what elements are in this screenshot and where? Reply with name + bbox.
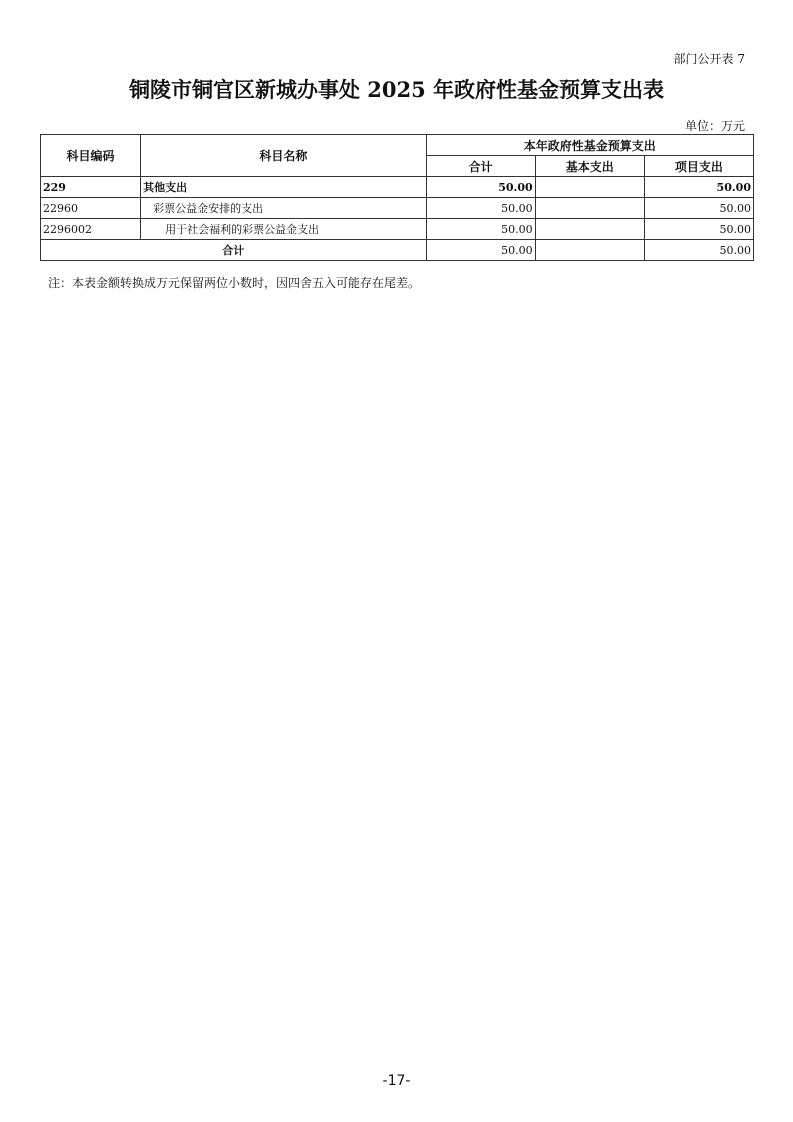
page-number: -17- bbox=[382, 1073, 411, 1089]
table-row bbox=[41, 219, 754, 240]
footnote: 注：本表金额转换成万元保留两位小数时，因四舍五入可能存在尾差。 bbox=[48, 276, 421, 290]
row-project: 50.00 bbox=[644, 219, 753, 240]
header-total: 合计 bbox=[426, 156, 535, 177]
row-code: 22960 bbox=[41, 198, 141, 219]
unit-label: 单位：万元 bbox=[684, 119, 745, 133]
row-project: 50.00 bbox=[644, 177, 753, 198]
row-total: 50.00 bbox=[426, 198, 535, 219]
row-total: 50.00 bbox=[426, 177, 535, 198]
page-title: 铜陵市铜官区新城办事处 2025 年政府性基金预算支出表 bbox=[128, 77, 665, 102]
row-basic bbox=[535, 198, 644, 219]
row-basic bbox=[535, 177, 644, 198]
header-basic: 基本支出 bbox=[535, 156, 644, 177]
budget-table bbox=[40, 134, 754, 261]
document-label: 部门公开表 7 bbox=[673, 52, 745, 66]
row-name: 用于社会福利的彩票公益金支出 bbox=[141, 219, 426, 240]
header-project: 项目支出 bbox=[644, 156, 753, 177]
table-row bbox=[41, 198, 754, 219]
total-project: 50.00 bbox=[644, 240, 753, 261]
header-code: 科目编码 bbox=[41, 135, 141, 177]
row-total: 50.00 bbox=[426, 219, 535, 240]
row-code: 229 bbox=[41, 177, 141, 198]
total-total: 50.00 bbox=[426, 240, 535, 261]
total-basic bbox=[535, 240, 644, 261]
row-basic bbox=[535, 219, 644, 240]
row-code: 2296002 bbox=[41, 219, 141, 240]
total-row bbox=[41, 240, 754, 261]
table-row bbox=[41, 177, 754, 198]
header-group: 本年政府性基金预算支出 bbox=[426, 135, 753, 156]
row-name: 其他支出 bbox=[141, 177, 426, 198]
row-project: 50.00 bbox=[644, 198, 753, 219]
total-label: 合计 bbox=[41, 240, 427, 261]
header-name: 科目名称 bbox=[141, 135, 426, 177]
row-name: 彩票公益金安排的支出 bbox=[141, 198, 426, 219]
